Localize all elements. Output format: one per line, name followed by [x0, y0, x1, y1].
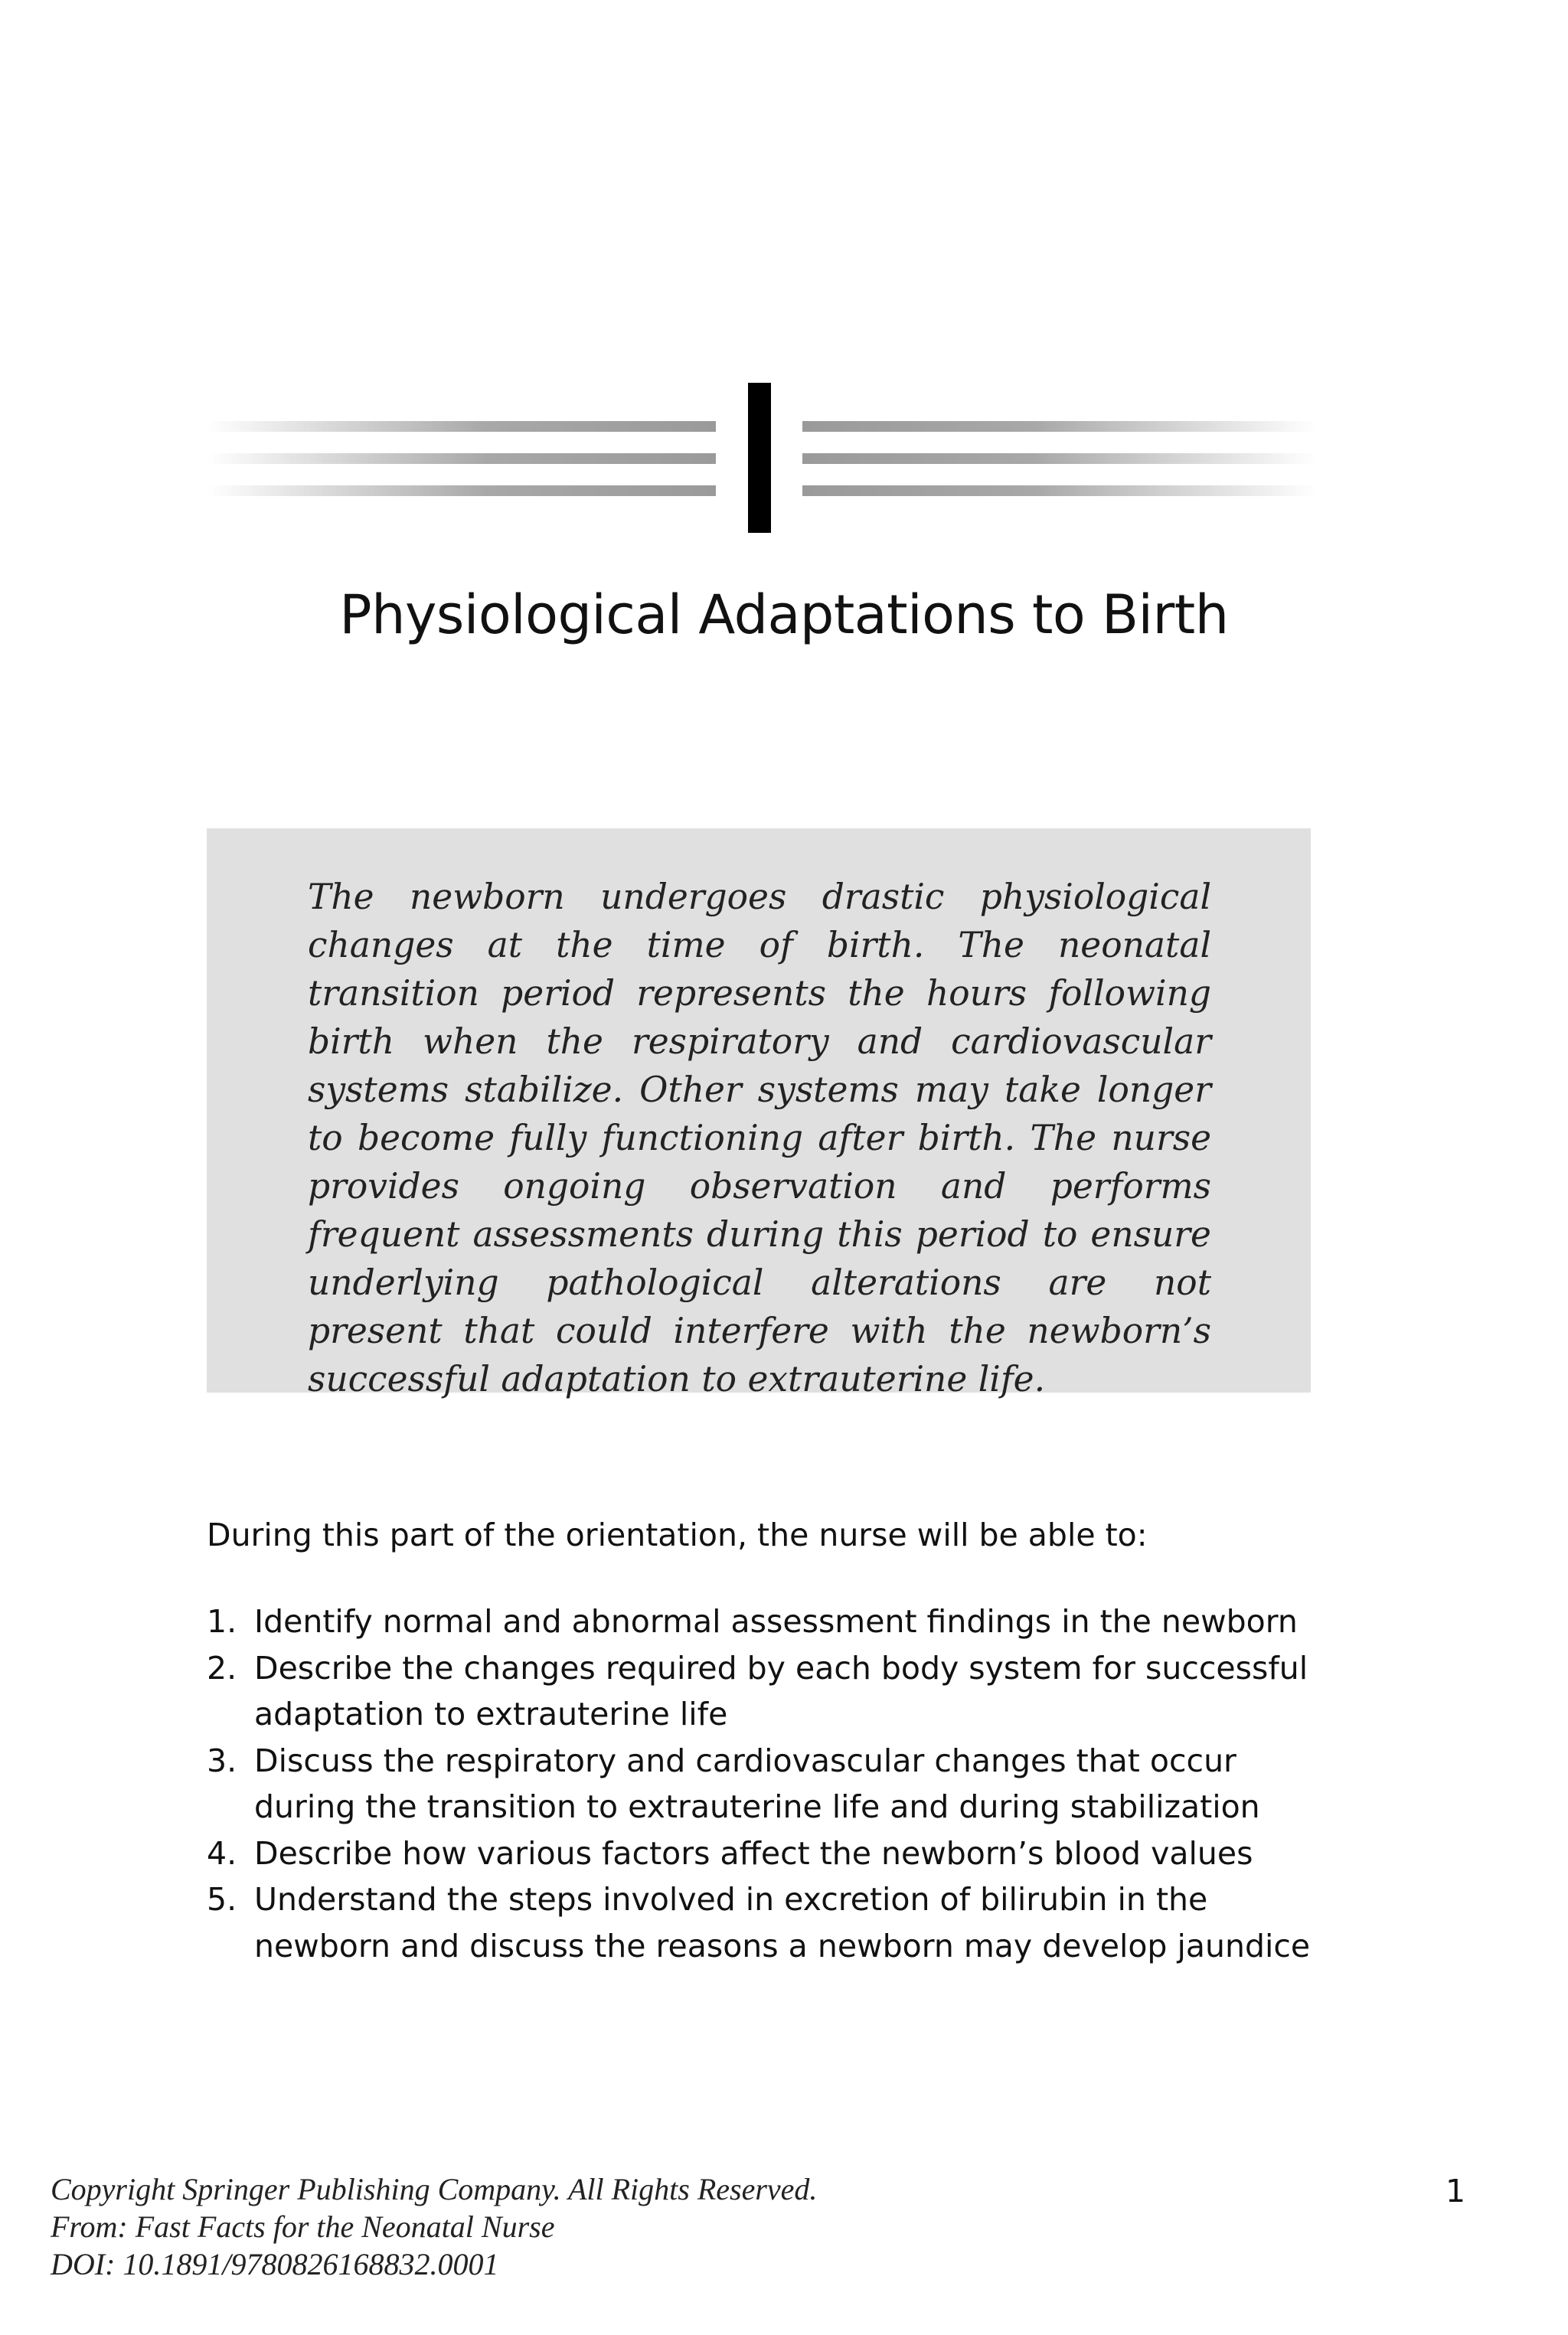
objective-text: Discuss the respiratory and cardiovascular changes that occur during the transition to extrauterine life and during stabilization: [254, 1742, 1260, 1825]
copyright-notice: [51, 2170, 817, 2283]
ornament-rule-left: [207, 485, 716, 496]
objective-text: Describe how various factors affect the newborn’s blood values: [254, 1834, 1253, 1872]
doi-line: DOI: 10.1891/9780826168832.0001: [51, 2247, 499, 2281]
objective-number: 3.: [207, 1742, 237, 1779]
ornament-rule-left: [207, 421, 716, 432]
objective-item: [207, 1645, 1325, 1738]
objective-item: [207, 1830, 1325, 1877]
objectives-list: [207, 1599, 1325, 1969]
objectives-intro: During this part of the orientation, the nurse will be able to:: [207, 1517, 1148, 1553]
abstract-box: [207, 828, 1311, 1399]
ornament-rule-right: [802, 453, 1317, 464]
ornament-rule-right: [802, 485, 1317, 496]
objective-item: [207, 1876, 1325, 1969]
part-ornament: [207, 383, 1317, 533]
ornament-rule-right: [802, 421, 1317, 432]
objective-number: 1.: [207, 1603, 237, 1640]
objective-text: Identify normal and abnormal assessment findings in the newborn: [254, 1603, 1298, 1640]
abstract-text: The newborn undergoes drastic physiological changes at the time of birth. The neonatal transition period represents the hours following birth when the respiratory and cardiovascular systems stabilize. Other systems may take longer to become fully functioning after birth. The nurse provides ongoing observation and performs frequent assessments during this period to ensure underlying pathological alterations are not present that could interfere with the newborn’s successful adaptation to extrauterine life.: [308, 877, 1211, 1399]
objective-text: Understand the steps involved in excretion of bilirubin in the newborn and discuss the reasons a newborn may develop jaundice: [254, 1881, 1311, 1964]
copyright-line: Copyright Springer Publishing Company. All Rights Reserved.: [51, 2172, 818, 2206]
objective-text: Describe the changes required by each body system for successful adaptation to extrauterine life: [254, 1649, 1308, 1732]
objective-item: [207, 1599, 1325, 1645]
objective-item: [207, 1738, 1325, 1830]
objective-number: 2.: [207, 1649, 237, 1687]
page-number: 1: [1446, 2173, 1466, 2209]
source-line: From: Fast Facts for the Neonatal Nurse: [51, 2209, 555, 2244]
part-title: Physiological Adaptations to Birth: [339, 583, 1229, 646]
part-numeral: [748, 383, 771, 533]
objective-number: 4.: [207, 1834, 237, 1872]
ornament-rule-left: [207, 453, 716, 464]
objective-number: 5.: [207, 1881, 237, 1918]
